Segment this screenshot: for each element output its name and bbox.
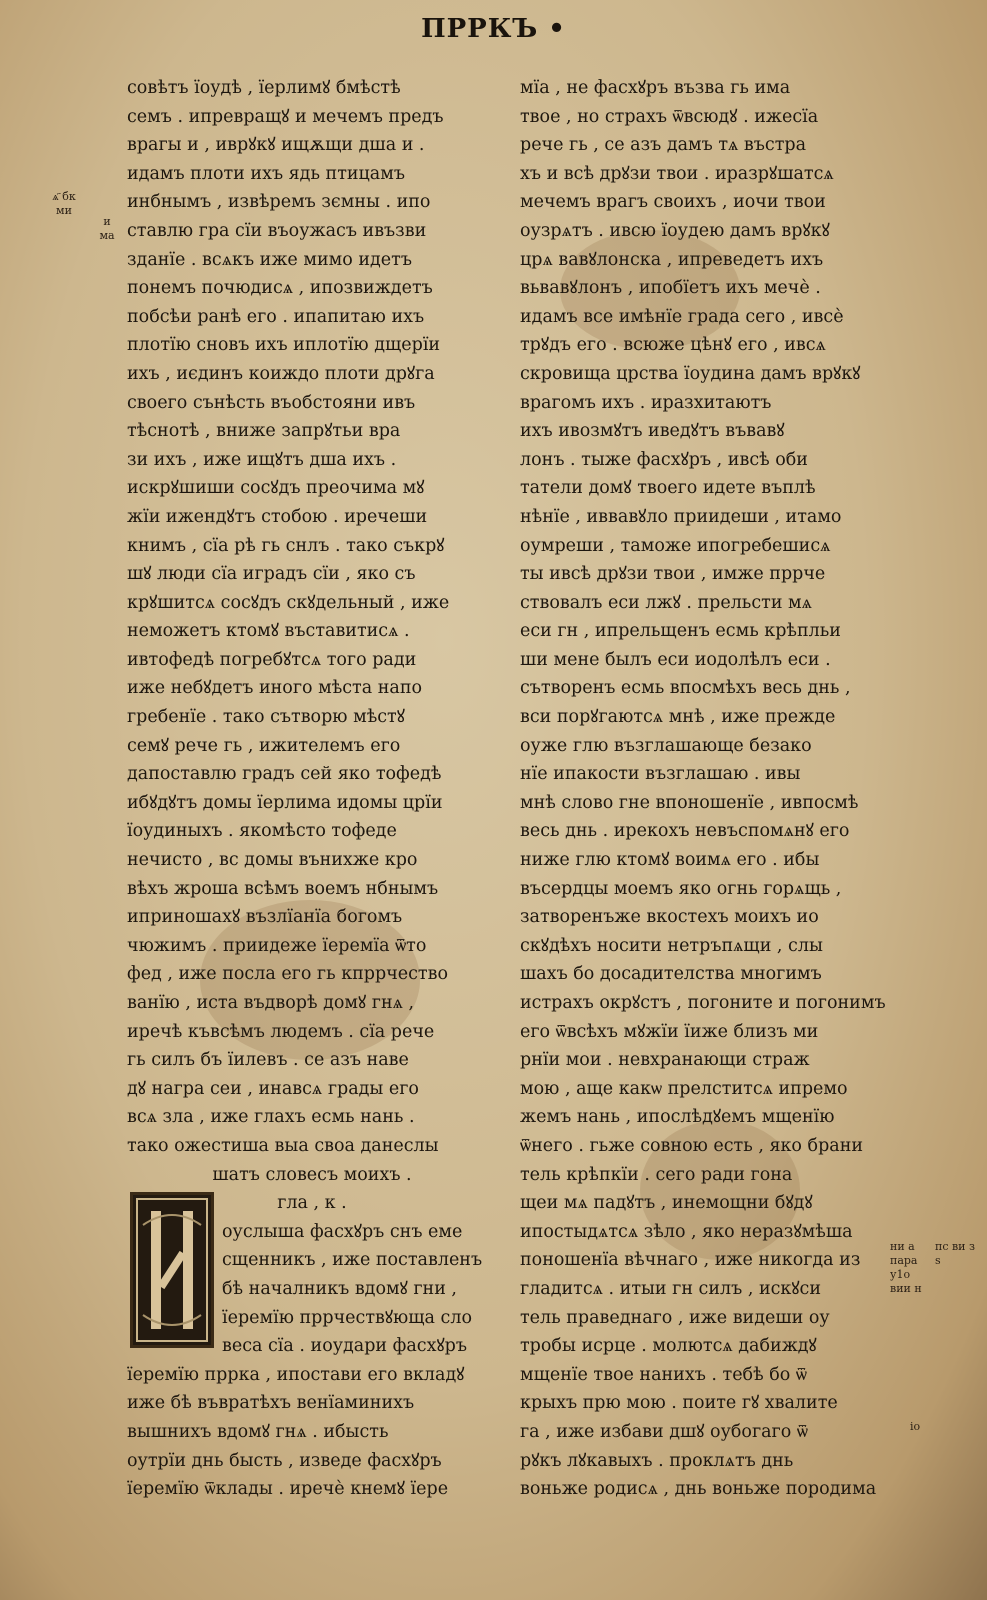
text-line: иже бѣ въвратѣхъ венїаминихъ <box>127 1393 415 1414</box>
text-line: чюжимъ . приидеже їеремїа ѿто <box>127 935 427 956</box>
text-line: всѧ зла , иже глахъ есмь нань . <box>127 1107 415 1128</box>
text-line: еси гн , ипрельщенъ есмь крѣпльи <box>520 621 841 642</box>
text-line: татели домꙋ твоего идете въплѣ <box>520 478 816 499</box>
text-line: ивтофедѣ погребꙋтсѧ того ради <box>127 649 417 670</box>
text-line: црѧ вавꙋлонска , ипреведетъ ихъ <box>520 249 824 270</box>
text-line: врагы и , иврꙋкꙋ ищѫщи дша и . <box>127 135 425 156</box>
text-line: фед , иже посла его гь кпррчество <box>127 964 448 985</box>
text-line: рꙋкъ лꙋкавыхъ . проклѧтъ днь <box>520 1450 794 1471</box>
text-line: идамъ все имѣнїе града сего , ивсѐ <box>520 306 844 327</box>
page-header: ПРРКЪ • <box>421 14 566 44</box>
text-line: вси порꙋгаютсѧ мнѣ , иже прежде <box>520 707 836 728</box>
text-line: мнѣ слово гне впоношенїе , ивпосмѣ <box>520 792 859 813</box>
text-line: ставлю гра сїи въоужасъ ивъзви <box>127 220 427 241</box>
text-line: совѣтъ їоудѣ , їерлимꙋ бмѣстѣ <box>127 78 401 98</box>
chapter-heading: гла , к . <box>277 1193 347 1214</box>
text-line: нѣнїе , иввавꙋло приидеши , итамо <box>520 506 842 527</box>
text-line: ши мене былъ еси иодолѣлъ еси . <box>520 649 831 670</box>
text-line: шꙋ люди сїа иградъ сїи , яко съ <box>127 564 416 585</box>
text-line: веса сїа . иоудари фасхꙋръ <box>222 1336 468 1357</box>
text-line: тѣснотѣ , вниже запрꙋтьи вра <box>127 421 401 442</box>
text-line: їоудиныхъ . якомѣсто тофеде <box>127 821 397 842</box>
text-line: зи ихъ , иже ищꙋтъ дша ихъ . <box>127 449 397 470</box>
text-line: шахъ бо досадителства многимъ <box>520 964 822 985</box>
text-line: врагомъ ихъ . иразхитаютъ <box>520 392 772 413</box>
text-line: тако ожестиша выа своа данеслы <box>127 1135 439 1156</box>
text-line: рече гь , се азъ дамъ тѧ въстра <box>520 135 807 156</box>
text-line: оутрїи днь бысть , изведе фасхꙋръ <box>127 1450 442 1471</box>
text-line: мою , аще какѡ прелститсѧ ипремо <box>520 1078 848 1099</box>
text-line: оуже глю възглашающе безако <box>520 735 812 756</box>
text-line: ниже глю ктомꙋ воимѧ его . ибы <box>520 850 820 871</box>
text-line: оумреши , таможе ипогребешисѧ <box>520 535 831 556</box>
text-line: тробы исрце . молютсѧ дабиждꙋ <box>520 1336 817 1357</box>
text-line: мечемъ врагъ своихъ , иочи твои <box>520 192 826 213</box>
text-line: весь днь . ирекохъ невъспомѧнꙋ его <box>520 821 850 842</box>
text-line: оуслыша фасхꙋръ снъ еме <box>222 1221 463 1242</box>
margin-note: ни а пара у1о вии н <box>890 1240 922 1295</box>
text-line: неможетъ ктомꙋ въставитисѧ . <box>127 621 410 642</box>
text-line: понемъ почюдиcѧ , ипозвиждетъ <box>127 278 433 299</box>
text-line: твое , но страхъ ѿвсюдꙋ . ижесїа <box>520 106 819 127</box>
text-line: скровища црства їоудина дамъ врꙋкꙋ <box>520 363 861 384</box>
text-line: плотїю сновъ ихъ иплотїю дщерїи <box>127 335 441 356</box>
text-line: хъ и всѣ дрꙋзи твои . иразрꙋшатсѧ <box>520 163 834 184</box>
text-line: щеи мѧ падꙋтъ , инемощни бꙋдꙋ <box>520 1193 813 1214</box>
text-line: гь силъ бъ їилевъ . се азъ наве <box>127 1050 409 1071</box>
text-line: въсердцы моемъ яко огнь горѧщь , <box>520 878 842 899</box>
text-line: побсѣи ранѣ его . ипапитаю ихъ <box>127 306 425 327</box>
text-line: дапоставлю градъ сей яко тофедѣ <box>127 764 442 785</box>
text-line: їеремїю ѿклады . иречѐ кнемꙋ їере <box>127 1479 449 1500</box>
text-line: иречѣ къвсѣмъ людемъ . сїа рече <box>127 1021 435 1042</box>
text-line: нїе ипакости възглашаю . ивы <box>520 764 801 785</box>
text-line: воньже родисѧ , днь воньже породима <box>520 1479 877 1500</box>
margin-note: io <box>910 1420 921 1433</box>
text-line: вьвавꙋлонъ , ипобїетъ ихъ мечѐ . <box>520 278 821 299</box>
text-line: крыхъ прю мою . поите гꙋ хвалите <box>520 1393 838 1414</box>
text-line: рнїи мои . невхранающи страж <box>520 1050 810 1071</box>
text-line: искрꙋшиши сосꙋдъ преочима мꙋ <box>127 478 425 499</box>
text-line: истрахъ окрꙋстъ , погоните и погонимъ <box>520 993 886 1013</box>
text-line: трꙋдъ его . всюже цѣнꙋ его , ивсѧ <box>520 335 826 356</box>
text-line: ипостыдѧтсѧ зѣло , яко неразꙋмѣша <box>520 1221 853 1242</box>
text-line: тель праведнаго , иже видеши оу <box>520 1307 830 1328</box>
text-line: вышнихъ вдомꙋ гнѧ . ибысть <box>127 1421 389 1442</box>
text-line: гребенїе . тако сътворю мѣстꙋ <box>127 707 405 728</box>
margin-note: и ма <box>99 215 115 242</box>
text-line: сътворенъ есмь впосмѣхъ весь днь , <box>520 678 851 699</box>
text-line: скꙋдѣхъ носити нетръпѧщи , слы <box>520 935 823 956</box>
text-line: гладитсѧ . итыи гн силъ , искꙋси <box>520 1278 822 1299</box>
text-line: тель крѣпкїи . сего ради гона <box>520 1164 793 1185</box>
text-line: ты ивсѣ дрꙋзи твои , имже пррче <box>520 564 826 585</box>
text-line: їеремїю пррчествꙋюща сло <box>222 1307 473 1328</box>
text-line: ванїю , иста въдворѣ домꙋ гнѧ , <box>127 993 415 1013</box>
text-line: ствовалъ еси лжꙋ . прельсти мѧ <box>520 592 812 613</box>
text-line: нечисто , вс домы вънихже кро <box>127 850 418 871</box>
text-line: ихъ ивозмꙋтъ иведꙋтъ въвавꙋ <box>520 421 785 442</box>
text-line: своего сънѣсть въобстояни ивъ <box>127 392 416 413</box>
text-line: инбнымъ , извѣремъ зємны . ипо <box>127 192 431 213</box>
text-line: крꙋшитсѧ сосꙋдъ скꙋдельный , иже <box>127 592 450 613</box>
decorated-initial-icon <box>130 1192 214 1348</box>
text-line: мїа , не фасхꙋръ възва гь има <box>520 78 791 98</box>
text-line: семъ . ипревращꙋ и мечемъ предъ <box>127 106 444 127</box>
text-line: дꙋ награ сеи , инавсѧ грады его <box>127 1078 419 1099</box>
text-line: затворенъже вкостехъ моихъ ио <box>520 907 819 928</box>
text-line: бѣ началникъ вдомꙋ гни , <box>222 1278 457 1299</box>
text-line: сщенникъ , иже поставленъ <box>222 1250 483 1271</box>
text-line: оузрѧтъ . ивсю їоудею дамъ врꙋкꙋ <box>520 220 830 241</box>
margin-note: ѧ҃ бк ми <box>52 190 76 217</box>
text-line: вѣхъ жроша всѣмъ воемъ нбнымъ <box>127 878 439 899</box>
text-line: идамъ плоти ихъ ядь птицамъ <box>127 163 405 184</box>
text-column-right <box>520 74 895 1504</box>
text-line: поношенїа вѣчнаго , иже никогда из <box>520 1250 861 1271</box>
text-line: мщенїе твое нанихъ . тебѣ бо ѿ <box>520 1364 807 1385</box>
text-line: семꙋ рече гь , ижителемъ его <box>127 735 401 756</box>
text-line: иже небꙋдетъ иного мѣста напо <box>127 678 423 699</box>
text-line: ѿнего . гьже совною есть , яко брани <box>520 1135 864 1156</box>
text-line: книмъ , сїа рѣ гь снлъ . тако съкрꙋ <box>127 535 445 556</box>
text-line: лонъ . тыже фасхꙋръ , ивсѣ оби <box>520 449 808 470</box>
text-line: иприношахꙋ възлїанїа богомъ <box>127 907 403 928</box>
text-line: жемъ нань , ипослѣдꙋемъ мщенїю <box>520 1107 835 1128</box>
text-line: шатъ словесъ моихъ . <box>212 1164 412 1185</box>
margin-note: пс ви з ѕ <box>935 1240 976 1267</box>
text-line: ибꙋдꙋтъ домы їерлима идомы црїи <box>127 792 443 813</box>
text-line: ихъ , иєдинъ коиждо плоти дрꙋга <box>127 363 435 384</box>
text-line: жїи ижендꙋтъ стобою . иречеши <box>127 506 428 527</box>
text-line: їеремїю пррка , ипостави его вкладꙋ <box>127 1364 465 1385</box>
text-line: его ѿвсѣхъ мꙋжїи їиже близъ ми <box>520 1021 819 1042</box>
text-line: зданїе . всѧкъ иже мимо идетъ <box>127 249 412 270</box>
text-line: га , иже избави дшꙋ оубогаго ѿ <box>520 1421 808 1442</box>
